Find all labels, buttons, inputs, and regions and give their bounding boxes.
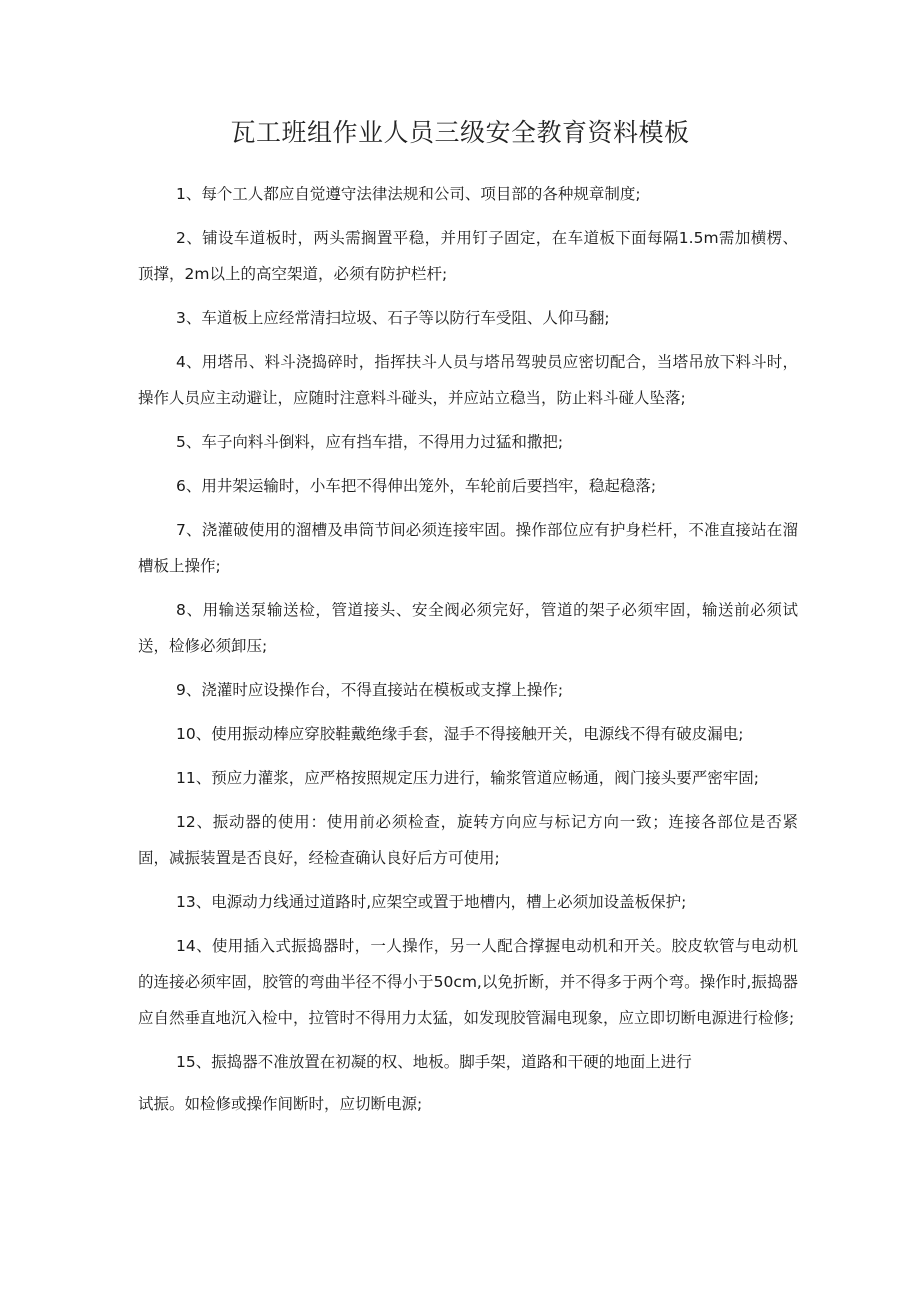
rule-item-15-continuation: 试振。如检修或操作间断时，应切断电源; bbox=[138, 1095, 423, 1113]
rule-item-11: 11、预应力灌浆，应严格按照规定压力进行，输浆管道应畅通，阀门接头要严密牢固; bbox=[176, 769, 759, 787]
document-title: 瓦工班组作业人员三级安全教育资料模板 bbox=[230, 118, 690, 147]
rule-item-7: 7、浇灌破使用的溜槽及串筒节间必须连接牢固。操作部位应有护身栏杆，不准直接站在溜槽板上操作; bbox=[138, 521, 798, 575]
rule-item-12: 12、振动器的使用：使用前必须检查，旋转方向应与标记方向一致；连接各部位是否紧固，减振装置是否良好，经检查确认良好后方可使用; bbox=[138, 813, 798, 867]
document-body bbox=[138, 176, 798, 1130]
rule-item-3: 3、车道板上应经常清扫垃圾、石子等以防行车受阻、人仰马翻; bbox=[176, 309, 610, 327]
rule-item-10: 10、使用振动棒应穿胶鞋戴绝缘手套，湿手不得接触开关，电源线不得有破皮漏电; bbox=[176, 725, 744, 743]
rule-item-14: 14、使用插入式振捣器时，一人操作，另一人配合撑握电动机和开关。胶皮软管与电动机的连接必须牢固，胶管的弯曲半径不得小于50cm,以免折断，并不得多于两个弯。操作时,振捣器应自然垂直地沉入检中，拉管时不得用力太猛，如发现胶管漏电现象，应立即切断电源进行检修; bbox=[138, 937, 798, 1027]
rule-item-1: 1、每个工人都应自觉遵守法律法规和公司、项目部的各种规章制度; bbox=[176, 185, 641, 203]
rule-item-13: 13、电源动力线通过道路时,应架空或置于地槽内，槽上必须加设盖板保护; bbox=[176, 893, 687, 911]
rule-item-5: 5、车子向料斗倒料，应有挡车措，不得用力过猛和撒把; bbox=[176, 433, 564, 451]
rule-item-9: 9、浇灌时应设操作台，不得直接站在模板或支撑上操作; bbox=[176, 681, 564, 699]
rule-item-2: 2、铺设车道板时，两头需搁置平稳，并用钉子固定，在车道板下面每隔1.5m需加横楞、顶撑，2m以上的高空架道，必须有防护栏杆; bbox=[138, 229, 798, 283]
rule-item-6: 6、用井架运输时，小车把不得伸出笼外，车轮前后要挡牢，稳起稳落; bbox=[176, 477, 657, 495]
rule-item-4: 4、用塔吊、料斗浇捣碎时，指挥扶斗人员与塔吊驾驶员应密切配合，当塔吊放下料斗时，操作人员应主动避让，应随时注意料斗碰头，并应站立稳当，防止料斗碰人坠落; bbox=[138, 353, 798, 407]
rule-item-8: 8、用输送泵输送检，管道接头、安全阀必须完好，管道的架子必须牢固，输送前必须试送，检修必须卸压; bbox=[138, 601, 798, 655]
rule-item-15: 15、振捣器不准放置在初凝的权、地板。脚手架，道路和干硬的地面上进行 bbox=[176, 1053, 692, 1071]
